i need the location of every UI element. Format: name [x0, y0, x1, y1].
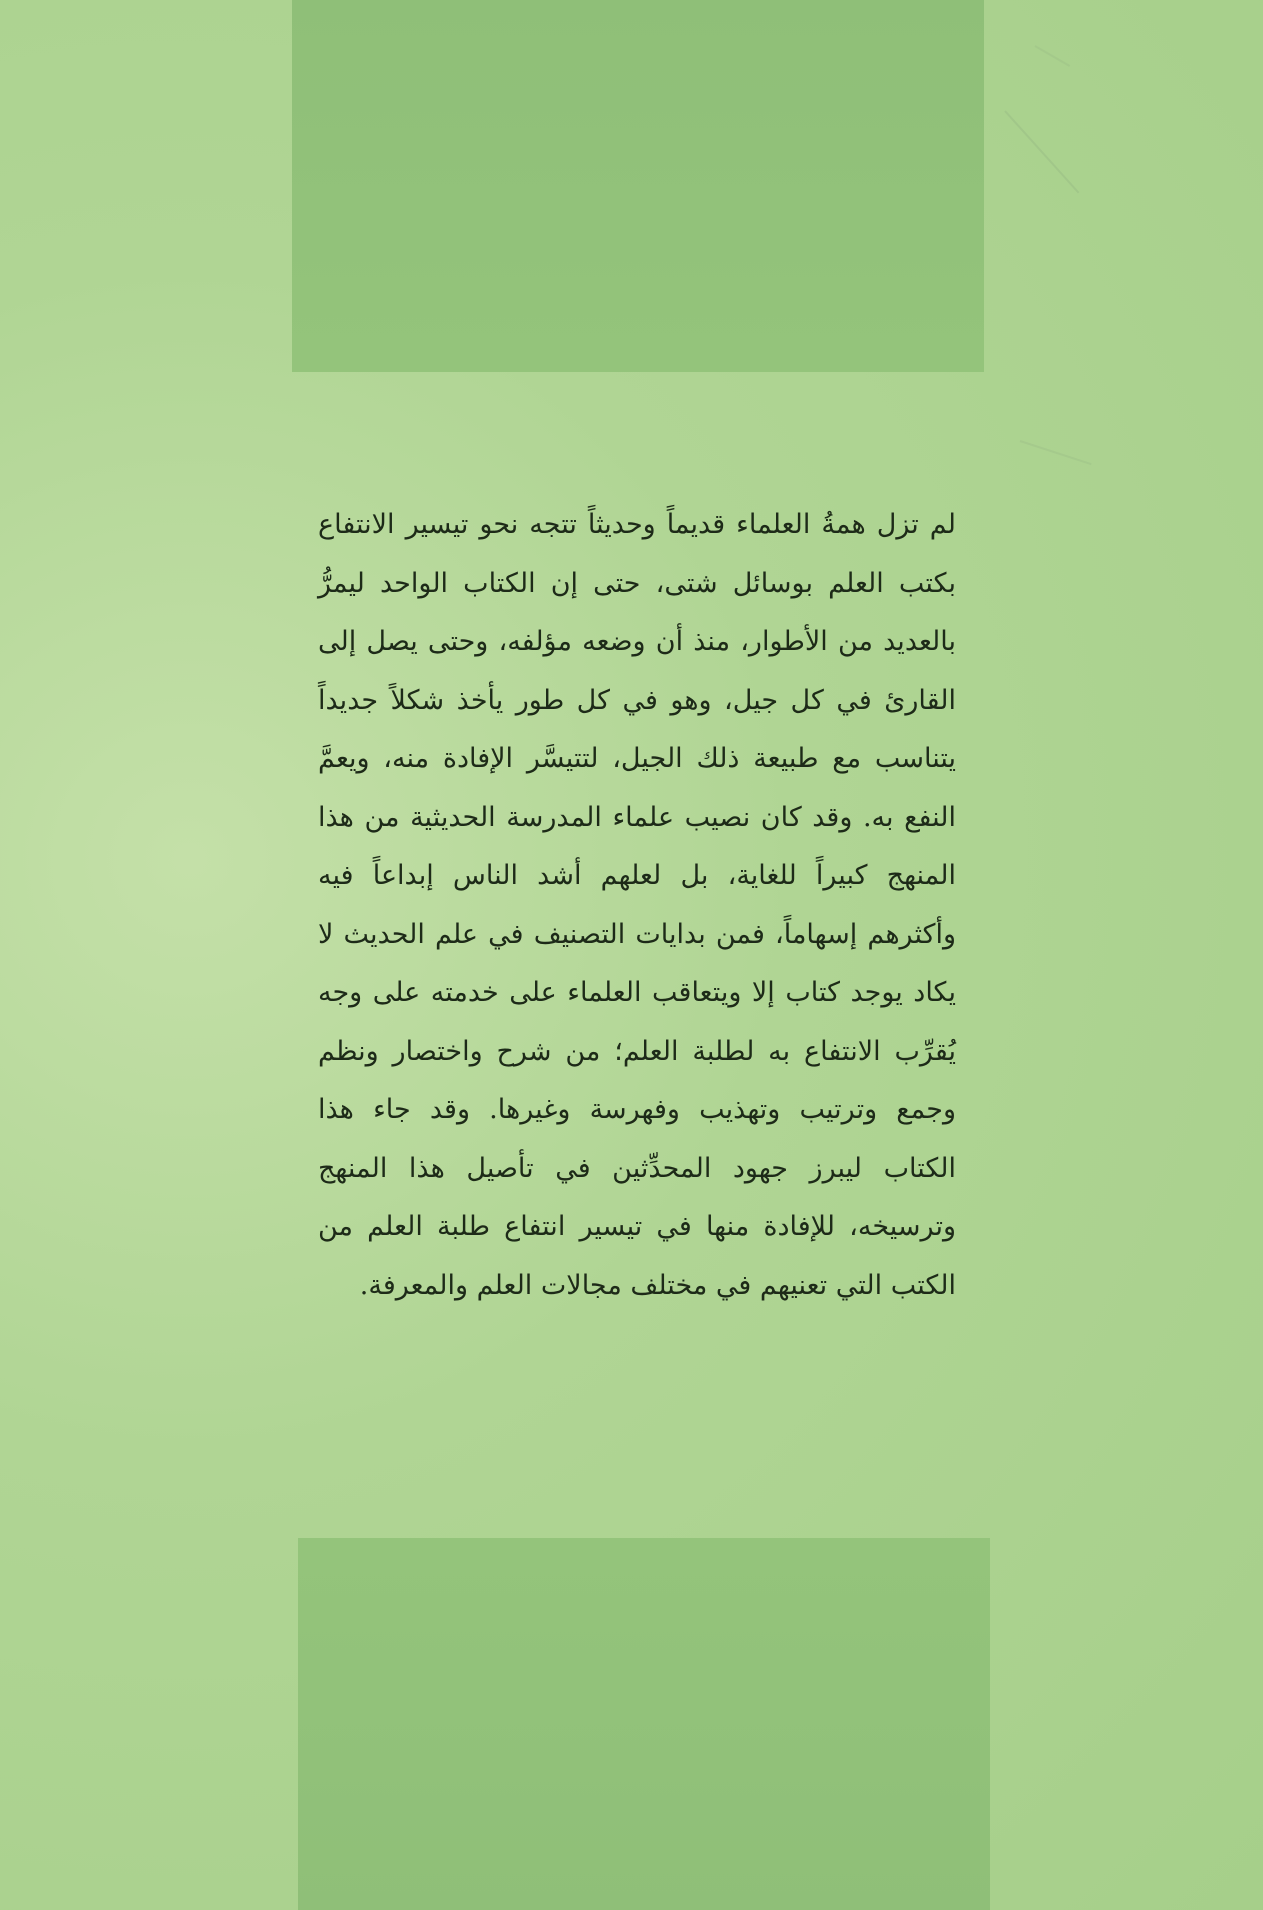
- surface-scratch: [1035, 45, 1071, 67]
- surface-scratch: [1004, 110, 1079, 193]
- surface-scratch: [1020, 440, 1092, 465]
- bottom-decorative-panel: [298, 1538, 990, 1910]
- top-decorative-panel: [292, 0, 984, 372]
- blurb-text: لم تزل همةُ العلماء قديماً وحديثاً تتجه نحو تيسير الانتفاع بكتب العلم بوسائل شتى، حتى إن الكتاب الواحد ليمرُّ بالعديد من الأطوار، منذ أن وضعه مؤلفه، وحتى يصل إلى القارئ في كل جيل، وهو في كل طور يأخذ شكلاً جديداً يتناسب مع طبيعة ذلك الجيل، لتتيسَّر الإفادة منه، ويعمَّ النفع به. وقد كان نصيب علماء المدرسة الحديثية من هذا المنهج كبيراً للغاية، بل لعلهم أشد الناس إبداعاً فيه وأكثرهم إسهاماً، فمن بدايات التصنيف في علم الحديث لا يكاد يوجد كتاب إلا ويتعاقب العلماء على خدمته على وجه يُقرِّب الانتفاع به لطلبة العلم؛ من شرح واختصار ونظم وجمع وترتيب وتهذيب وفهرسة وغيرها. وقد جاء هذا الكتاب ليبرز جهود المحدِّثين في تأصيل هذا المنهج وترسيخه، للإفادة منها في تيسير انتفاع طلبة العلم من الكتب التي تعنيهم في مختلف مجالات العلم والمعرفة.: [318, 509, 956, 1301]
